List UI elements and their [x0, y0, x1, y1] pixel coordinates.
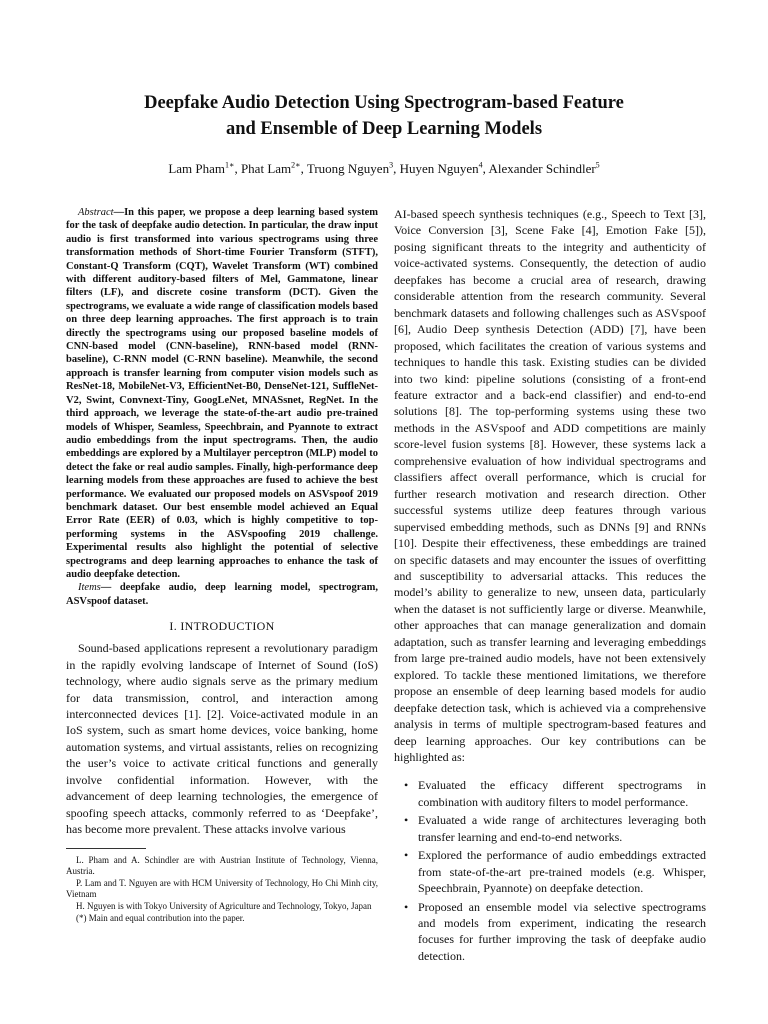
abstract — [66, 206, 378, 581]
footnote-divider — [66, 848, 146, 849]
intro-paragraph-left: Sound-based applications represent a revolutionary paradigm in the rapidly evolving landscape of Internet of Sound (IoS) technology, where audio signals serve as the primary medium for data transmission, control, and interaction among interconnected devices [1]. [2]. Voice-activated module in an IoS system, such as smart home devices, voice banking, home automation systems, and virtual assistants, relies on recognizing the user’s voice to activate critical functions and generally involve confidential information. However, with the advancement of deep learning technologies, the emergence of spoofing speech attacks, commonly referred to as ‘Deepfake’, has become more prevalent. These attacks involve various — [66, 641, 378, 837]
author-name: Truong Nguyen — [306, 161, 390, 176]
author-list: Lam Pham$^{1∗}$, Phat Lam$^{2∗}$, Truong Nguyen$^3$, Huyen Nguyen$^4$, Alexander Schindler$^5$ — [168, 160, 600, 176]
bullet-icon: • — [404, 848, 409, 863]
bullet-icon: • — [404, 813, 409, 828]
section-heading-introduction: I. INTRODUCTION — [169, 619, 275, 634]
left-column — [66, 206, 378, 924]
intro-paragraph-right: AI-based speech synthesis techniques (e.g., Speech to Text [3], Voice Conversion [3], Scene Fake [4], Emotion Fake [5]), posing significant threats to the integrity and authenticity of voice-activated systems. Consequently, the detection of audio deepfakes has become a crucial area of research, drawing considerable attention from the research community. Several benchmark datasets and following challenges such as ASVspoof [6], Audio Deep synthesis Detection (ADD) [7], have been proposed, which facilitates the creation of various systems and techniques to handle this task. Existing studies can be divided into two kind: pipeline solutions (consisting of a front-end feature extractor and a back-end classifier) and end-to-end solutions [8]. The top-performing systems using these two methods in the ASVspoof and ADD competitions are mainly score-level fusion systems [8]. However, these systems lack a comprehensive evaluation of how individual spectrograms and classifiers affect overall performance, which is crucial for further research motivation and research direction. Other successful systems utilize deep features through various supervised embedding methods, such as DNNs [9] and RNNs [10]. Despite their effectiveness, these embeddings are trained on specific datasets and may encounter the issues of overfitting and susceptibility to adversarial attacks. This reduces the model’s ability to generalize to new, unseen data, particularly when the dataset is not sufficiently large or diverse. Meanwhile, other approaches that can manage generalization and domain adaptation, such as transfer learning and leveraging embeddings from large pre-trained audio models, have not been extensively explored. To tackle these mentioned limitations, we therefore propose an ensemble of deep learning based models for audio deepfake detection task, which is achieved via a comprehensive analysis in terms of multiple spectrogram-based features and deep learning approaches. Our key contributions can be highlighted as: — [394, 207, 706, 764]
author-mark: 3 — [389, 160, 394, 170]
abstract-lead: Abstract — [78, 207, 114, 218]
abstract-dash: — — [113, 207, 125, 218]
author-mark: 4 — [478, 160, 483, 170]
contribution-text: Proposed an ensemble model via selective spectrograms and models from experiment, indicating the research focuses for further improving the task of deepfake audio detection. — [418, 899, 706, 963]
bullet-icon: • — [404, 778, 409, 793]
author-mark: 5 — [595, 160, 600, 170]
list-item — [394, 777, 706, 810]
abstract-text: In this paper, we propose a deep learning based system for the task of deepfake audio detection. In particular, the draw input audio is first transformed into various spectrograms using three transformation methods of Short-time Fourier Transform (STFT), Constant-Q Transform (CQT), Wavelet Transform (WT) combined with different auditory-based filters of Mel, Gammatone, linear filters (LF), and discrete cosine transform (DCT). Given the spectrograms, we evaluate a wide range of classification models based on three deep learning approaches. The first approach is to train directly the spectrograms using our proposed baseline models of CNN-based model (CNN-baseline), RNN-based model (RNN-baseline), C-RNN model (C-RNN baseline). Meanwhile, the second approach is transfer learning from computer vision models such as ResNet-18, MobileNet-V3, EfficientNet-B0, DenseNet-121, SuffleNet-V2, Swint, Convnext-Tiny, GoogLeNet, MNASsnet, RegNet. In the third approach, we leverage the state-of-the-art audio pre-trained models of Whisper, Seamless, Speechbrain, and Pyannote to extract audio embeddings from the input spectrograms. Then, the audio embeddings are explored by a Multilayer perceptron (MLP) model to detect the fake or real audio samples. Finally, high-performance deep learning models from these approaches are fused to achieve the best performance. We evaluated our proposed models on ASVspoof 2019 benchmark dataset. Our best ensemble model achieved an Equal Error Rate (EER) of 0.03, which is highly competitive to top-performing systems in the ASVspoofing 2019 challenge. Experimental results also highlight the potential of selective spectrograms and deep learning approaches to enhance the task of audio deepfake detection. — [66, 207, 378, 580]
author-name: Huyen Nguyen — [399, 161, 479, 176]
footnote: L. Pham and A. Schindler are with Austrian Institute of Technology, Vienna, Austria. — [66, 854, 378, 877]
footnote: P. Lam and T. Nguyen are with HCM University of Technology, Ho Chi Minh city, Vietnam — [66, 877, 378, 900]
contribution-text: Evaluated the efficacy different spectrograms in combination with auditory filters to model performance. — [418, 778, 706, 809]
author-mark: 1∗ — [225, 160, 235, 170]
right-column — [394, 206, 706, 966]
author-name: Phat Lam — [240, 161, 292, 176]
list-item — [394, 899, 706, 965]
title-line-1: Deepfake Audio Detection Using Spectrogram-based Feature — [144, 93, 624, 113]
bullet-icon: • — [404, 899, 409, 914]
index-terms — [66, 581, 378, 608]
title-line-2: and Ensemble of Deep Learning Models — [225, 119, 543, 139]
contribution-text: Evaluated a wide range of architectures leveraging both transfer learning and end-to-end networks. — [418, 813, 706, 844]
footnote: H. Nguyen is with Tokyo University of Agriculture and Technology, Tokyo, Japan — [76, 901, 372, 911]
list-item — [394, 812, 706, 845]
keywords-lead: Items — [78, 582, 101, 594]
contribution-text: Explored the performance of audio embeddings extracted from state-of-the-art pre-trained models (e.g. Whisper, Speechbrain, Pyannote) on deepfake detection. — [418, 848, 706, 896]
author-mark: 2∗ — [291, 160, 301, 170]
author-name: Alexander Schindler — [488, 161, 596, 176]
list-item — [394, 847, 706, 896]
paper-title — [60, 90, 708, 142]
contribution-list — [394, 777, 706, 964]
author-name: Lam Pham — [168, 161, 226, 176]
footnote: (*) Main and equal contribution into the paper. — [76, 912, 245, 923]
footnotes — [66, 855, 378, 925]
keywords-dash: — — [100, 582, 112, 594]
keywords-text: deepfake audio, deep learning model, spectrogram, ASVspoof dataset. — [66, 582, 378, 607]
